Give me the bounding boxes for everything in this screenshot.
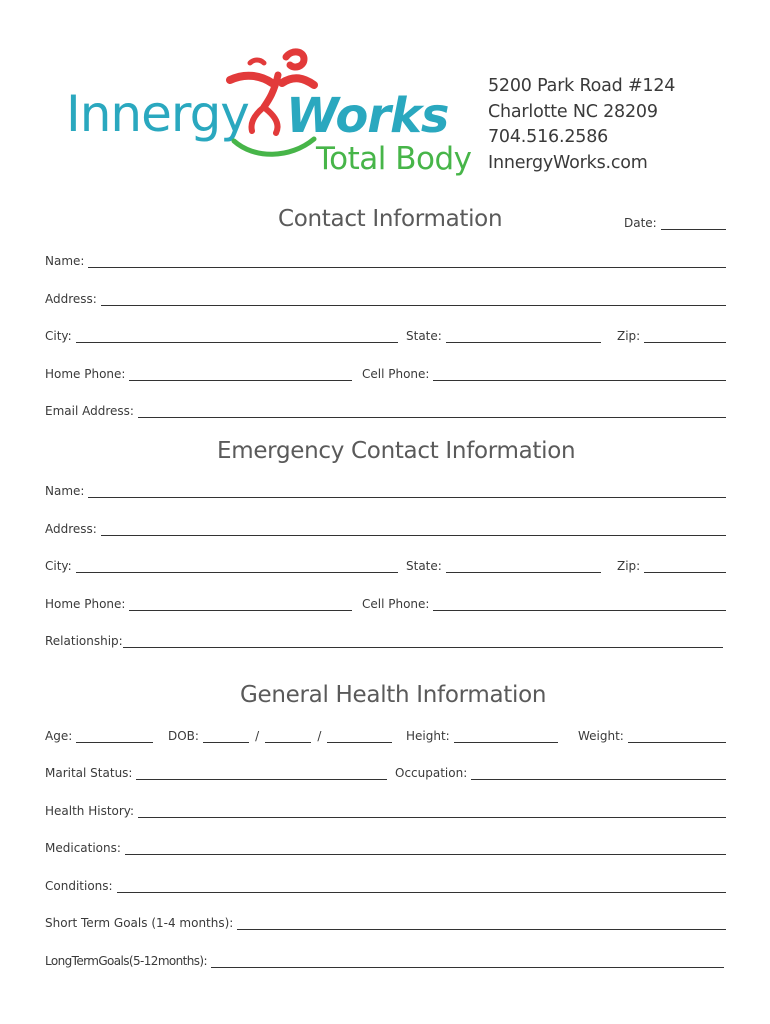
- logo-word-innergy: Innergy: [66, 85, 249, 143]
- emergency-state-field: [406, 555, 601, 573]
- medications-label: Medications:: [45, 841, 121, 855]
- contact-email-label: Email Address:: [45, 404, 134, 418]
- short-term-goals-field: [45, 912, 726, 930]
- emergency-address-field: [45, 518, 726, 536]
- address-phone: 704.516.2586: [488, 127, 609, 147]
- contact-zip-label: Zip:: [617, 329, 641, 343]
- weight-label: Weight:: [578, 729, 624, 743]
- emergency-relationship-label: Relationship:: [45, 634, 123, 648]
- emergency-relationship-input-line[interactable]: [123, 635, 723, 648]
- logo-smile-swoosh: [230, 133, 320, 163]
- contact-city-field: [45, 325, 398, 343]
- address-website[interactable]: InnergyWorks.com: [488, 152, 648, 173]
- contact-cell-phone-field: [362, 363, 726, 381]
- age-input-line[interactable]: [76, 730, 153, 743]
- dob-month-input-line[interactable]: [203, 730, 249, 743]
- height-input-line[interactable]: [454, 730, 558, 743]
- company-logo: [60, 45, 480, 190]
- date-label: Date:: [624, 216, 657, 230]
- date-input-line[interactable]: [661, 217, 726, 230]
- contact-name-input-line[interactable]: [88, 255, 726, 268]
- emergency-address-label: Address:: [45, 522, 97, 536]
- emergency-name-label: Name:: [45, 484, 85, 498]
- emergency-zip-input-line[interactable]: [644, 560, 726, 573]
- marital-status-input-line[interactable]: [136, 767, 387, 780]
- dob-field: [168, 725, 392, 743]
- health-history-field: [45, 800, 726, 818]
- emergency-zip-label: Zip:: [617, 559, 641, 573]
- dob-day-input-line[interactable]: [265, 730, 311, 743]
- address-block: [488, 74, 675, 176]
- logo-word-total-body: Total Body: [316, 141, 472, 177]
- occupation-field: [395, 762, 726, 780]
- height-label: Height:: [406, 729, 450, 743]
- contact-zip-field: [617, 325, 726, 343]
- date-field: [624, 212, 726, 230]
- short-term-goals-input-line[interactable]: [237, 917, 726, 930]
- medications-input-line[interactable]: [125, 842, 726, 855]
- marital-status-label: Marital Status:: [45, 766, 133, 780]
- conditions-label: Conditions:: [45, 879, 113, 893]
- emergency-address-input-line[interactable]: [101, 523, 726, 536]
- short-term-goals-label: Short Term Goals (1-4 months):: [45, 916, 234, 930]
- health-history-label: Health History:: [45, 804, 135, 818]
- contact-state-input-line[interactable]: [446, 330, 601, 343]
- contact-cell-phone-input-line[interactable]: [433, 368, 726, 381]
- height-field: [406, 725, 558, 743]
- emergency-city-input-line[interactable]: [76, 560, 398, 573]
- conditions-input-line[interactable]: [117, 880, 726, 893]
- contact-address-label: Address:: [45, 292, 97, 306]
- contact-home-phone-label: Home Phone:: [45, 367, 126, 381]
- contact-address-field: [45, 288, 726, 306]
- contact-email-input-line[interactable]: [138, 405, 726, 418]
- medications-field: [45, 837, 726, 855]
- long-term-goals-field: [45, 950, 724, 968]
- emergency-state-input-line[interactable]: [446, 560, 601, 573]
- contact-state-field: [406, 325, 601, 343]
- emergency-city-label: City:: [45, 559, 72, 573]
- logo-word-works: Works: [286, 88, 449, 144]
- dob-year-input-line[interactable]: [327, 730, 392, 743]
- occupation-label: Occupation:: [395, 766, 468, 780]
- contact-home-phone-input-line[interactable]: [129, 368, 352, 381]
- emergency-home-phone-label: Home Phone:: [45, 597, 126, 611]
- emergency-relationship-field: [45, 630, 723, 648]
- contact-state-label: State:: [406, 329, 442, 343]
- contact-name-field: [45, 250, 726, 268]
- contact-name-label: Name:: [45, 254, 85, 268]
- health-history-input-line[interactable]: [138, 805, 726, 818]
- emergency-name-field: [45, 480, 726, 498]
- contact-city-input-line[interactable]: [76, 330, 398, 343]
- occupation-input-line[interactable]: [471, 767, 726, 780]
- emergency-home-phone-input-line[interactable]: [129, 598, 352, 611]
- contact-city-label: City:: [45, 329, 72, 343]
- contact-home-phone-field: [45, 363, 352, 381]
- address-street: 5200 Park Road #124: [488, 76, 676, 96]
- emergency-state-label: State:: [406, 559, 442, 573]
- emergency-cell-phone-field: [362, 593, 726, 611]
- dob-label: DOB:: [168, 729, 199, 743]
- emergency-cell-phone-input-line[interactable]: [433, 598, 726, 611]
- weight-field: [578, 725, 726, 743]
- contact-section-title: Contact Information: [278, 206, 503, 232]
- emergency-zip-field: [617, 555, 726, 573]
- dob-separator: /: [317, 729, 322, 743]
- health-section-title: General Health Information: [240, 682, 547, 708]
- address-city: Charlotte NC 28209: [488, 101, 658, 122]
- emergency-section-title: Emergency Contact Information: [217, 438, 576, 464]
- contact-email-field: [45, 400, 726, 418]
- long-term-goals-label: LongTermGoals(5-12months):: [45, 954, 207, 968]
- emergency-home-phone-field: [45, 593, 352, 611]
- weight-input-line[interactable]: [628, 730, 726, 743]
- dob-separator: /: [255, 729, 260, 743]
- contact-cell-phone-label: Cell Phone:: [362, 367, 430, 381]
- age-label: Age:: [45, 729, 73, 743]
- contact-zip-input-line[interactable]: [644, 330, 726, 343]
- long-term-goals-input-line[interactable]: [211, 955, 724, 968]
- emergency-cell-phone-label: Cell Phone:: [362, 597, 430, 611]
- marital-status-field: [45, 762, 387, 780]
- emergency-city-field: [45, 555, 398, 573]
- conditions-field: [45, 875, 726, 893]
- contact-address-input-line[interactable]: [101, 293, 726, 306]
- age-field: [45, 725, 153, 743]
- emergency-name-input-line[interactable]: [88, 485, 726, 498]
